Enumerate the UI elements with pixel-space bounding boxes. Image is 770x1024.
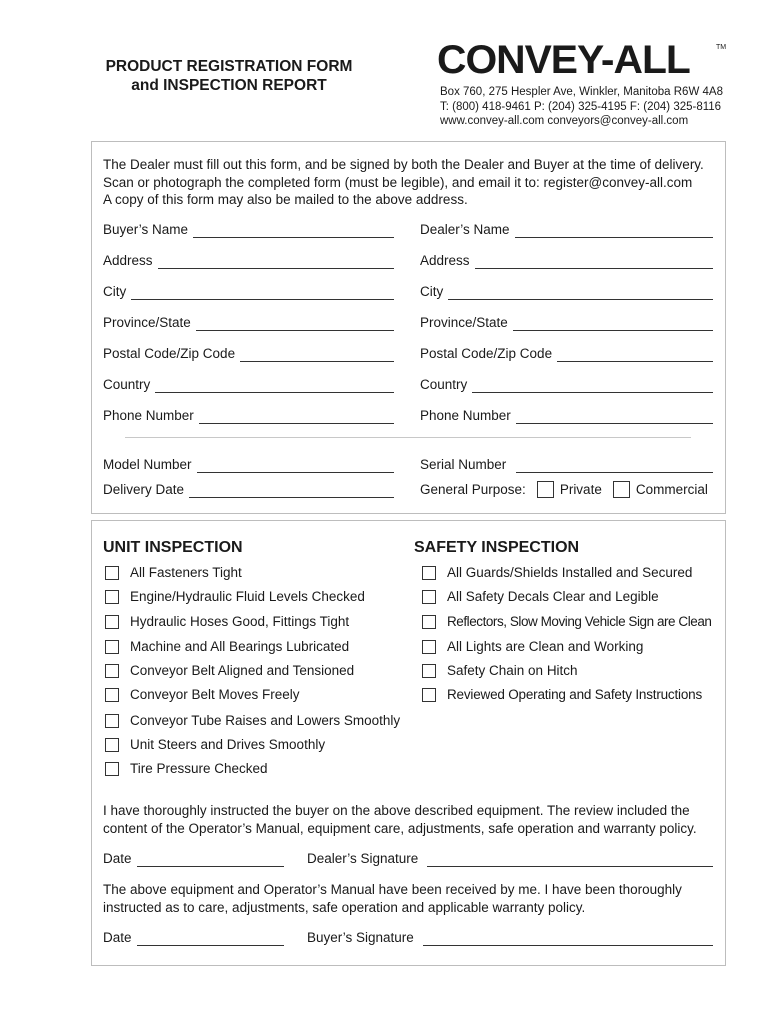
fill-line[interactable]: [448, 287, 713, 300]
intro-line-3: A copy of this form may also be mailed to the above address.: [103, 192, 468, 207]
dealer-phone-field[interactable]: [420, 408, 713, 424]
model-number-field[interactable]: [103, 457, 394, 473]
field-label: Dealer’s Name: [420, 222, 510, 237]
form-title-line2: and INSPECTION REPORT: [131, 77, 327, 94]
general-purpose-row: [420, 481, 708, 498]
buyer-statement-line-2: instructed as to care, adjustments, safe operation and applicable warranty policy.: [103, 900, 586, 915]
unit-item-steers[interactable]: [105, 737, 325, 753]
field-label: Date: [103, 930, 132, 945]
safety-item-reflectors[interactable]: [422, 614, 711, 630]
checkbox[interactable]: [105, 714, 119, 728]
dealer-date-field[interactable]: [103, 851, 284, 867]
safety-item-guards[interactable]: [422, 565, 692, 581]
item-label: All Safety Decals Clear and Legible: [447, 589, 659, 604]
checkbox[interactable]: [105, 762, 119, 776]
field-label: Postal Code/Zip Code: [420, 346, 553, 361]
serial-number-field[interactable]: [420, 457, 713, 473]
item-label: Conveyor Belt Moves Freely: [130, 687, 300, 702]
convey-all-logo: CONVEY-ALL: [437, 38, 690, 82]
company-address: Box 760, 275 Hespler Ave, Winkler, Manitoba R6W 4A8: [440, 86, 723, 98]
dealer-statement-line-2: content of the Operator’s Manual, equipment care, adjustments, safe operation and warranty policy.: [103, 821, 697, 836]
item-label: Hydraulic Hoses Good, Fittings Tight: [130, 614, 350, 629]
fill-line[interactable]: [196, 318, 394, 331]
fill-line[interactable]: [240, 349, 394, 362]
buyer-province-field[interactable]: [103, 315, 394, 331]
item-label: All Fasteners Tight: [130, 565, 242, 580]
unit-item-tire-pressure[interactable]: [105, 761, 268, 777]
section-divider: [125, 437, 691, 438]
fill-line[interactable]: [155, 380, 394, 393]
private-label: Private: [559, 481, 602, 497]
item-label: All Lights are Clean and Working: [447, 639, 644, 654]
safety-item-chain[interactable]: [422, 663, 578, 679]
fill-line[interactable]: [131, 287, 394, 300]
fill-line[interactable]: [137, 854, 284, 867]
item-label: Tire Pressure Checked: [130, 761, 268, 776]
unit-item-fasteners[interactable]: [105, 565, 242, 581]
checkbox[interactable]: [105, 566, 119, 580]
fill-line[interactable]: [137, 933, 284, 946]
fill-line[interactable]: [475, 256, 713, 269]
checkbox[interactable]: [422, 640, 436, 654]
unit-item-bearings[interactable]: [105, 639, 349, 655]
checkbox[interactable]: [422, 566, 436, 580]
field-label: Country: [420, 377, 468, 392]
field-label: Phone Number: [420, 408, 511, 423]
safety-item-lights[interactable]: [422, 639, 643, 655]
unit-item-hoses[interactable]: [105, 614, 349, 630]
dealer-address-field[interactable]: [420, 253, 713, 269]
item-label: Machine and All Bearings Lubricated: [130, 639, 350, 654]
field-label: Dealer’s Signature: [307, 851, 419, 866]
fill-line[interactable]: [472, 380, 713, 393]
buyer-country-field[interactable]: [103, 377, 394, 393]
unit-inspection-heading: UNIT INSPECTION: [103, 539, 243, 556]
dealer-statement-line-1: I have thoroughly instructed the buyer on the above described equipment. The review included the: [103, 803, 690, 818]
safety-item-instructions[interactable]: [422, 687, 702, 703]
item-label: Conveyor Belt Aligned and Tensioned: [130, 663, 355, 678]
field-label: Phone Number: [103, 408, 194, 423]
unit-item-belt-aligned[interactable]: [105, 663, 354, 679]
checkbox[interactable]: [422, 615, 436, 629]
fill-line[interactable]: [427, 854, 713, 867]
buyer-statement-line-1: The above equipment and Operator’s Manual have been received by me. I have been thoroughly: [103, 882, 682, 897]
dealer-province-field[interactable]: [420, 315, 713, 331]
item-label: Safety Chain on Hitch: [447, 663, 578, 678]
fill-line[interactable]: [557, 349, 713, 362]
fill-line[interactable]: [423, 933, 713, 946]
fill-line[interactable]: [516, 460, 713, 473]
fill-line[interactable]: [189, 485, 394, 498]
field-label: Date: [103, 851, 132, 866]
field-label: Model Number: [103, 457, 192, 472]
dealer-signature-field[interactable]: [307, 851, 713, 867]
trademark-mark: TM: [716, 44, 727, 51]
buyer-phone-field[interactable]: [103, 408, 394, 424]
field-label: Delivery Date: [103, 482, 185, 497]
intro-line-1: The Dealer must fill out this form, and be signed by both the Dealer and Buyer at the time of delivery.: [103, 157, 704, 172]
private-checkbox[interactable]: [537, 481, 554, 498]
checkbox[interactable]: [422, 590, 436, 604]
item-label: Reviewed Operating and Safety Instructions: [447, 687, 702, 702]
fill-line[interactable]: [193, 225, 394, 238]
unit-item-belt-moves[interactable]: [105, 687, 300, 703]
fill-line[interactable]: [516, 411, 713, 424]
item-label: All Guards/Shields Installed and Secured: [447, 565, 693, 580]
buyer-date-field[interactable]: [103, 930, 284, 946]
checkbox[interactable]: [105, 688, 119, 702]
fill-line[interactable]: [199, 411, 394, 424]
checkbox[interactable]: [105, 738, 119, 752]
form-title-line1: PRODUCT REGISTRATION FORM: [105, 58, 353, 75]
safety-inspection-heading: SAFETY INSPECTION: [414, 539, 580, 556]
item-label: Unit Steers and Drives Smoothly: [130, 737, 326, 752]
unit-item-fluid-levels[interactable]: [105, 589, 365, 605]
field-label: City: [420, 284, 444, 299]
field-label: Country: [103, 377, 151, 392]
checkbox[interactable]: [105, 590, 119, 604]
field-label: Postal Code/Zip Code: [103, 346, 236, 361]
dealer-country-field[interactable]: [420, 377, 713, 393]
field-label: Address: [420, 253, 470, 268]
field-label: Buyer’s Name: [103, 222, 189, 237]
buyer-postal-field[interactable]: [103, 346, 394, 362]
checkbox[interactable]: [105, 615, 119, 629]
intro-line-2: Scan or photograph the completed form (must be legible), and email it to: register@convey-all.com: [103, 175, 693, 190]
checkbox[interactable]: [105, 664, 119, 678]
company-web: www.convey-all.com conveyors@convey-all.com: [440, 115, 689, 127]
fill-line[interactable]: [513, 318, 713, 331]
field-label: Address: [103, 253, 153, 268]
delivery-date-field[interactable]: [103, 482, 394, 498]
item-label: Conveyor Tube Raises and Lowers Smoothly: [130, 713, 401, 728]
buyer-address-field[interactable]: [103, 253, 394, 269]
field-label: City: [103, 284, 127, 299]
fill-line[interactable]: [515, 225, 713, 238]
checkbox[interactable]: [422, 664, 436, 678]
dealer-city-field[interactable]: [420, 284, 713, 300]
general-purpose-label: General Purpose:: [420, 481, 526, 497]
field-label: Province/State: [420, 315, 508, 330]
commercial-label: Commercial: [635, 481, 708, 497]
safety-item-decals[interactable]: [422, 589, 659, 605]
field-label: Province/State: [103, 315, 191, 330]
unit-item-tube-raises[interactable]: [105, 713, 400, 729]
fill-line[interactable]: [158, 256, 394, 269]
company-phones: T: (800) 418-9461 P: (204) 325-4195 F: (204) 325-8116: [440, 101, 722, 113]
item-label: Engine/Hydraulic Fluid Levels Checked: [130, 589, 365, 604]
fill-line[interactable]: [197, 460, 394, 473]
field-label: Buyer’s Signature: [307, 930, 414, 945]
dealer-postal-field[interactable]: [420, 346, 713, 362]
buyer-name-field[interactable]: [103, 222, 394, 238]
field-label: Serial Number: [420, 457, 507, 472]
checkbox[interactable]: [105, 640, 119, 654]
commercial-checkbox[interactable]: [613, 481, 630, 498]
buyer-signature-field[interactable]: [307, 930, 713, 946]
item-label: Reflectors, Slow Moving Vehicle Sign are Clean: [447, 614, 712, 629]
buyer-city-field[interactable]: [103, 284, 394, 300]
checkbox[interactable]: [422, 688, 436, 702]
dealer-name-field[interactable]: [420, 222, 713, 238]
